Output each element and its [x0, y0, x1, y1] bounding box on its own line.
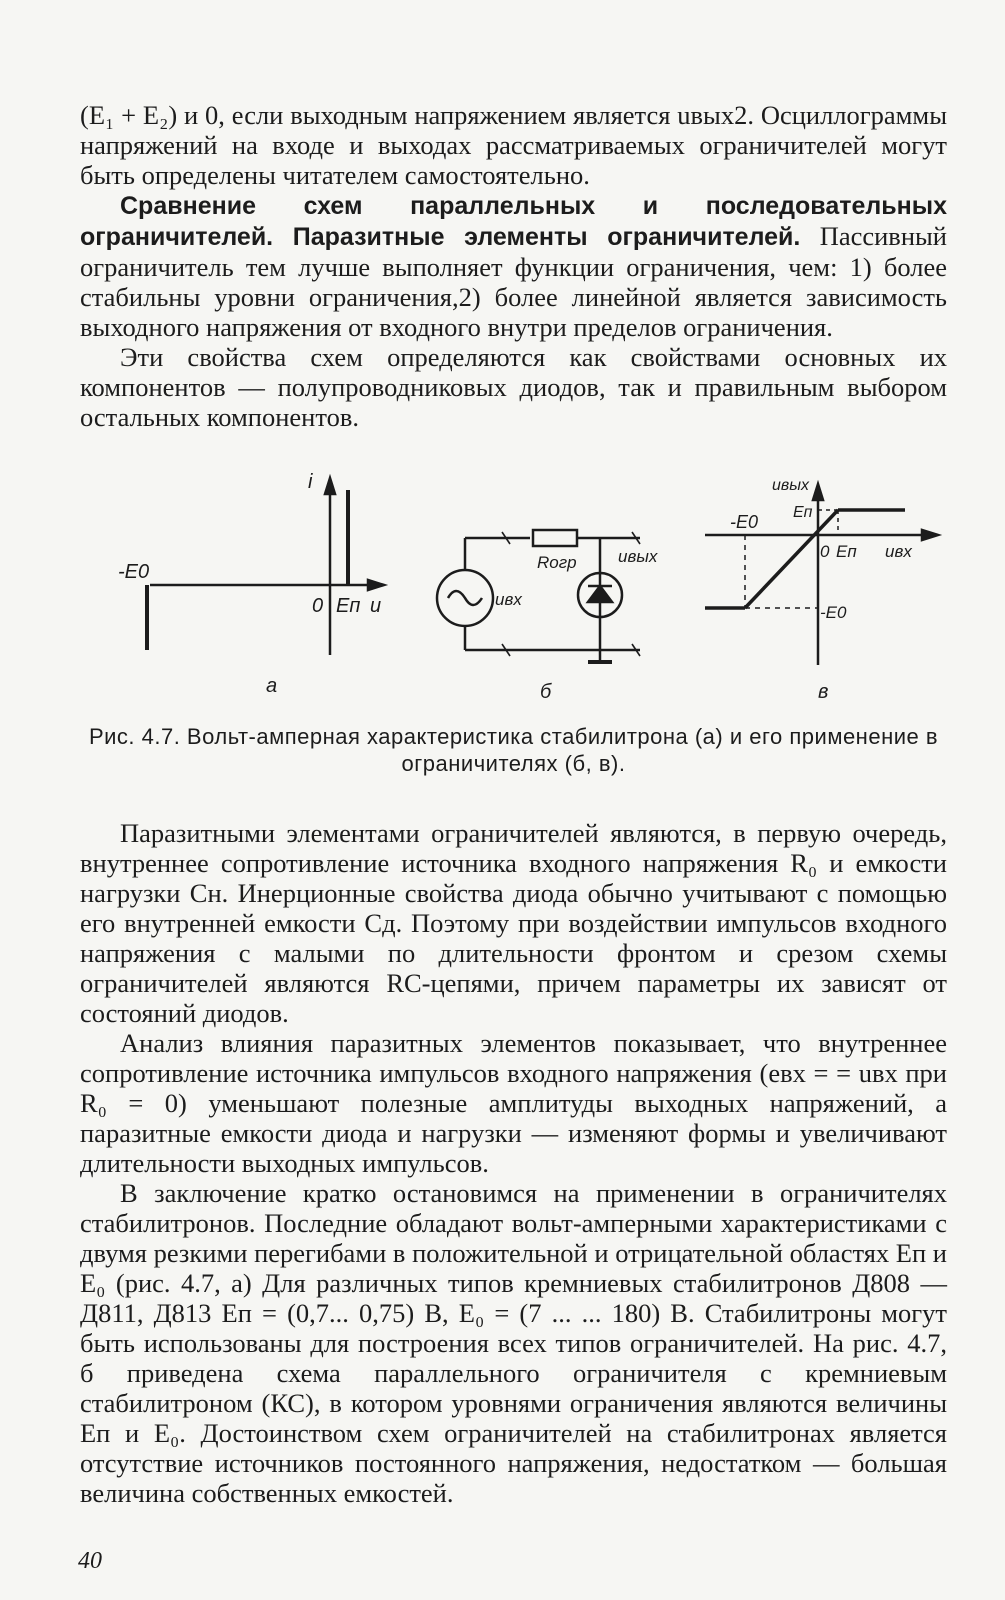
tag-c: в — [818, 681, 829, 703]
label-a-neg-e0: -E0 — [118, 561, 150, 583]
tag-b: б — [540, 681, 552, 703]
paragraph-comparison — [80, 190, 947, 342]
paragraph-conclusion: В заключение кратко остановимся на применении в ограничителях стабилитронов. Последние обладают вольт-амперными характеристиками с двумя резкими перегибами в положительной и отрицательной областях Eп и E₀ (рис. 4.7, а) Для различных типов кремниевых стабилитронов Д808 — Д811, Д813 Eп = (0,7... 0,75) В, E₀ = (7 ... ... 180) В. Стабилитроны могут быть использованы для построения всех типов ограничителей. На рис. 4.7, б приведена схема параллельного ограничителя с кремниевым стабилитроном (КС), в котором уровнями ограничения являются величины Eп и E₀. Достоинством схем ограничителей на стабилитронах является отсутствие источников постоянного напряжения, недостатком — большая величина собственных емкостей. — [80, 1178, 947, 1508]
label-c-neg-e0-bottom: -E0 — [820, 603, 847, 622]
label-a-zero: 0 — [312, 595, 324, 617]
label-c-neg-e0: -E0 — [730, 512, 759, 532]
bottom-text — [80, 818, 947, 1508]
paragraph-analysis: Анализ влияния паразитных элементов показывает, что внутреннее сопротивление источника импульсов входного напряжения (eвх = = uвх при R₀ = 0) уменьшают полезные амплитуды выходных напряжений, а паразитные емкости диода и нагрузки — изменяют формы и увеличивают длительности выходных импульсов. — [80, 1028, 947, 1178]
top-text — [80, 100, 947, 432]
figure-drawing — [0, 460, 1005, 710]
label-c-en2: Eп — [836, 542, 857, 561]
section-heading: Сравнение схем параллельных и последовательных ограничителей. Паразитные элементы ограничителей. — [80, 192, 947, 251]
label-a-u: u — [370, 595, 382, 617]
label-b-uin: uвх — [495, 590, 522, 609]
label-b-r: Rогр — [537, 553, 577, 572]
label-c-uin: uвх — [885, 542, 912, 561]
paragraph-properties: Эти свойства схем определяются как свойствами основных их компонентов — полупроводниковых диодов, так и правильным выбором остальных компонентов. — [80, 342, 947, 432]
label-a-i: i — [308, 471, 313, 493]
label-b-uout: uвых — [618, 547, 658, 566]
paragraph-parasitic: Паразитными элементами ограничителей являются, в первую очередь, внутреннее сопротивление источника входного напряжения R₀ и емкости нагрузки Cн. Инерционные свойства диода обычно учитывают с помощью его внутренней емкости Cд. Поэтому при воздействии импульсов входного напряжения с малыми по длительности фронтом и срезом схемы ограничителей являются RC-цепями, причем параметры их зависят от состояний диодов. — [80, 818, 947, 1028]
paragraph-continuation: (E₁ + E₂) и 0, если выходным напряжением является uвых2. Осциллограммы напряжений на входе и выходах рассматриваемых ограничителей могут быть определены читателем самостоятельно. — [80, 100, 947, 190]
figure-caption: Рис. 4.7. Вольт-амперная характеристика стабилитрона (а) и его применение в ограничителях (б, в). — [88, 724, 939, 776]
figure-4-7 — [0, 460, 1005, 710]
label-c-en: Eп — [793, 504, 813, 521]
page-number: 40 — [78, 1548, 102, 1574]
label-c-uout: uвых — [772, 477, 810, 494]
label-a-en: Eп — [336, 595, 361, 617]
paragraph-comparison-text: Пассивный ограничитель тем лучше выполняет функции ограничения, чем: 1) более стабильны уровни ограничения,2) более линейной является зависимость выходного напряжения от входного внутри пределов ограничения. — [80, 221, 947, 342]
tag-a: а — [266, 675, 278, 697]
label-c-zero: 0 — [820, 542, 830, 561]
